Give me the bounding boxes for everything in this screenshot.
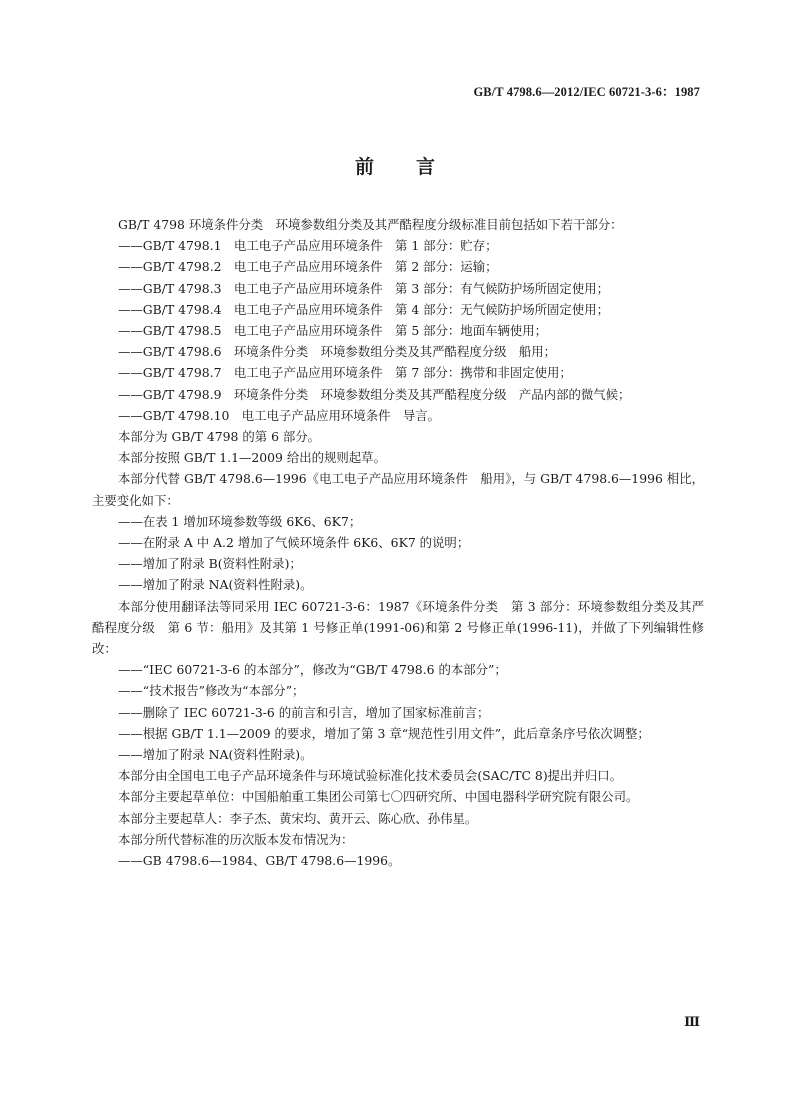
list-item: ——GB/T 4798.3 电工电子产品应用环境条件 第 3 部分：有气候防护场所固定使用；: [118, 280, 609, 296]
title-char-1: 前: [354, 156, 376, 178]
list-item: ——增加了附录 B(资料性附录)；: [118, 556, 302, 572]
list-item: ——“IEC 60721-3-6 的本部分”，修改为“GB/T 4798.6 的本部分”；: [118, 662, 507, 678]
list-item: ——GB/T 4798.7 电工电子产品应用环境条件 第 7 部分：携带和非固定使用；: [118, 365, 572, 381]
list-item: ——在表 1 增加环境参数等级 6K6、6K7；: [118, 513, 362, 529]
paragraph-series-intro: GB/T 4798 环境条件分类 环境参数组分类及其严酷程度分级标准目前包括如下若干部分：: [118, 217, 623, 232]
list-item: ——GB/T 4798.2 电工电子产品应用环境条件 第 2 部分：运输；: [118, 259, 498, 275]
list-item: ——GB/T 4798.9 环境条件分类 环境参数组分类及其严酷程度分级 产品内部的微气候；: [118, 386, 631, 402]
page-title: [0, 152, 792, 179]
list-item: ——GB/T 4798.6 环境条件分类 环境参数组分类及其严酷程度分级 船用；: [118, 344, 557, 360]
paragraph-proposer: 本部分由全国电工电子产品环境条件与环境试验标准化技术委员会(SAC/TC 8)提出并归口。: [118, 768, 622, 784]
list-item: ——GB/T 4798.1 电工电子产品应用环境条件 第 1 部分：贮存；: [118, 238, 498, 254]
page-number: Ⅲ: [684, 1015, 700, 1030]
title-char-2: 言: [416, 156, 438, 178]
list-item: ——“技术报告”修改为“本部分”；: [118, 683, 305, 699]
standard-code-header: GB/T 4798.6—2012/IEC 60721-3-6：1987: [473, 85, 700, 99]
paragraph-drafting-units: 本部分主要起草单位：中国船舶重工集团公司第七〇四研究所、中国电器科学研究院有限公司。: [118, 789, 639, 805]
list-item: ——删除了 IEC 60721-3-6 的前言和引言，增加了国家标准前言；: [118, 704, 490, 720]
list-item: ——GB/T 4798.10 电工电子产品应用环境条件 导言。: [118, 407, 441, 423]
list-item: ——增加了附录 NA(资料性附录)。: [118, 577, 313, 593]
list-item: ——根据 GB/T 1.1—2009 的要求，增加了第 3 章“规范性引用文件”，此后章条序号依次调整；: [118, 725, 650, 741]
paragraph-drafting-rules: 本部分按照 GB/T 1.1—2009 给出的规则起草。: [118, 450, 386, 466]
list-item: ——GB/T 4798.5 电工电子产品应用环境条件 第 5 部分：地面车辆使用；: [118, 323, 548, 339]
paragraph-iec-adoption: 本部分使用翻译法等同采用 IEC 60721-3-6：1987《环境条件分类 第 3 部分：环境参数组分类及其严酷程度分级 第 6 节：船用》及其第 1 号修正单(1991-06)和第 2 号修正单(1996-11)，并做了下列编辑性修改：: [92, 598, 704, 657]
foreword-body: [92, 214, 704, 871]
list-item: ——GB/T 4798.4 电工电子产品应用环境条件 第 4 部分：无气候防护场所固定使用；: [118, 301, 609, 317]
list-item: ——在附录 A 中 A.2 增加了气候环境条件 6K6、6K7 的说明；: [118, 535, 470, 551]
list-item: ——增加了附录 NA(资料性附录)。: [118, 747, 313, 763]
paragraph-drafters: 本部分主要起草人：李子杰、黄宋均、黄开云、陈心欣、孙伟星。: [118, 810, 478, 826]
list-item: ——GB 4798.6—1984、GB/T 4798.6—1996。: [118, 853, 401, 869]
paragraph-part-statement: 本部分为 GB/T 4798 的第 6 部分。: [118, 429, 321, 445]
paragraph-replaces: 本部分代替 GB/T 4798.6—1996《电工电子产品应用环境条件 船用》，与 GB/T 4798.6—1996 相比，主要变化如下：: [92, 471, 704, 508]
paragraph-history: 本部分所代替标准的历次版本发布情况为：: [118, 831, 354, 847]
